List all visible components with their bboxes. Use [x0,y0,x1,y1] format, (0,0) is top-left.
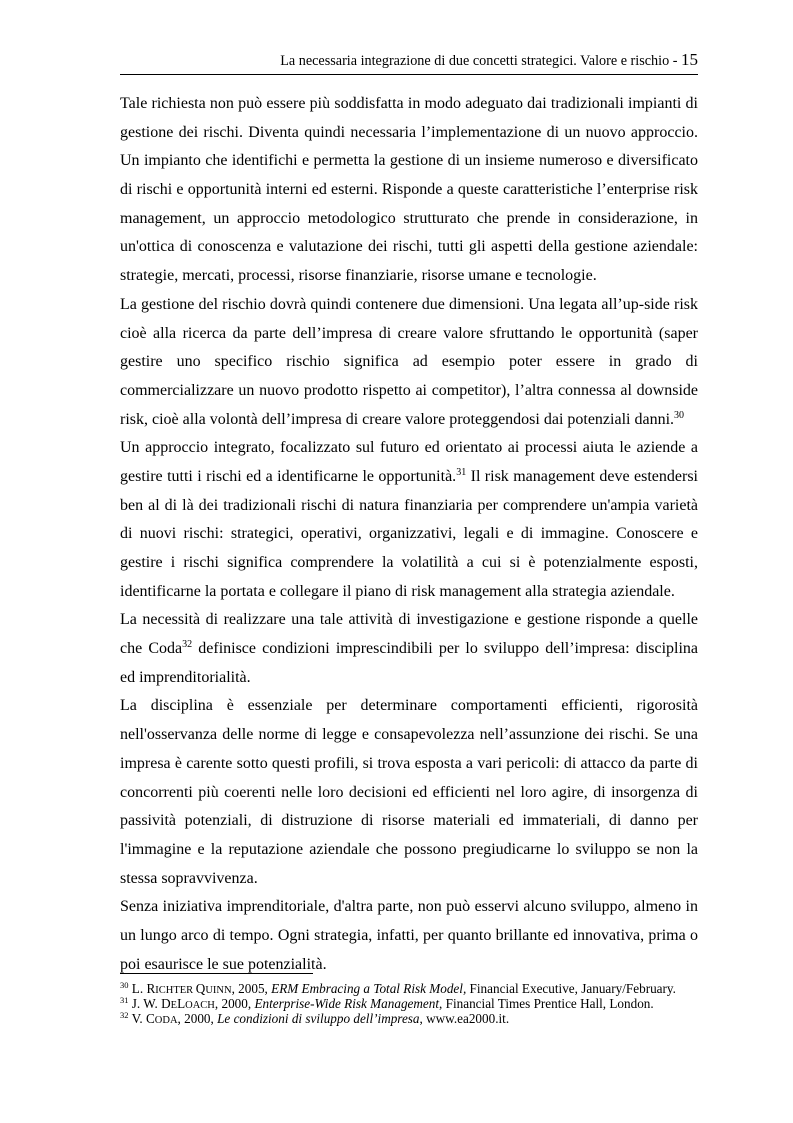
footnote-ref: 32 [182,639,193,651]
text-line: un'ottica di conoscenza e valutazione dei rischi, tutti gli aspetti della gestione aziendale: [120,238,698,256]
text-line [120,635,698,664]
text-span: che Coda [120,640,183,658]
footnote-separator [120,973,313,974]
footnote [120,996,720,1011]
text-span: Il risk management deve estendersi [466,467,698,485]
text-line: Un approccio integrato, focalizzato sul futuro ed orientato ai processi aiuta le aziende a [120,439,698,457]
text-line [120,463,698,492]
text-span: gestire tutti i rischi ed a identificarne le opportunità. [120,467,457,485]
text-span: definisce condizioni imprescindibili per lo sviluppo dell’impresa: disciplina [192,640,698,658]
text-line: strategie, mercati, processi, risorse finanziarie, risorse umane e tecnologie. [120,267,597,285]
text-line: Senza iniziativa imprenditoriale, d'altra parte, non può esservi alcuno sviluppo, almeno in [120,898,698,916]
text-line: ben al di là dei tradizionali rischi di natura finanziaria per comprendere un'ampia varietà [120,496,698,514]
text-line: stessa sopravvivenza. [120,869,258,887]
text-line: poi esaurisce le sue potenzialità. [120,955,327,973]
text-line: commercializzare un nuovo prodotto rispetto ai competitor), l’altra connessa al downside [120,381,698,399]
text-line: identificarne la portata e collegare il piano di risk management alla strategia aziendale. [120,582,675,600]
footnote-title: Le condizioni di sviluppo dell’impresa [217,1011,420,1026]
footnote-number: 30 [120,980,129,990]
text-line: Tale richiesta non può essere più soddisfatta in modo adeguato dai tradizionali impianti di [120,95,698,112]
footnote-source: , www.ea2000.it. [419,1011,510,1026]
footnote-author: V. CODA [131,1011,178,1026]
footnote-ref: 31 [456,466,467,478]
text-line: gestire uno specifico rischio significa ad esempio poter essere in grado di [120,353,698,371]
text-line [120,406,698,435]
text-line: La gestione del rischio dovrà quindi contenere due dimensioni. Una legata all’up-side risk [120,295,698,313]
text-line: Un impianto che identifichi e permetta la gestione di un insieme numeroso e diversificato [120,152,698,170]
footnote-year: , 2005, [231,981,272,996]
text-line: impresa è carente sotto questi profili, si trova esposta a vari pericoli: di attacco da parte di [120,754,698,772]
footnote-year: , 2000, [214,996,255,1011]
footnote-ref: 30 [674,409,685,421]
text-line: La disciplina è essenziale per determinare comportamenti efficienti, rigorosità [120,697,698,715]
text-line: un lungo arco di tempo. Ogni strategia, infatti, per quanto brillante ed innovativa, prima o [120,926,698,944]
text-line: gestire i rischi significa comprendere la volatilità a cui si è potenzialmente esposti, [120,554,698,571]
text-line: La necessità di realizzare una tale attività di investigazione e gestione risponde a quelle [120,611,698,629]
text-span: risk, cioè alla volontà dell’impresa di creare valore proteggendosi dai potenziali danni. [120,410,675,428]
footnote-year: , 2000, [177,1011,218,1026]
text-line: passività potenziali, di distruzione di risorse materiali ed immateriali, di danno per [120,812,698,830]
footnote-source: Financial Executive, January/February. [466,981,676,996]
footnotes [120,981,720,1026]
header-title: La necessaria integrazione di due concetti strategici. Valore e rischio - [280,53,681,69]
text-line: nell'osservanza delle norme di legge e consapevolezza nell’assunzione dei rischi. Se una [120,726,698,744]
body-text [120,90,698,979]
footnote-source: , Financial Times Prentice Hall, London. [439,996,654,1011]
footnote [120,981,720,996]
text-line: di nuovi rischi: strategici, operativi, organizzativi, legali e di immagine. Conoscere e [120,525,698,543]
page-number: 15 [681,50,698,69]
footnote-number: 32 [120,1010,129,1020]
text-line: management, un approccio metodologico strutturato che prende in considerazione, in [120,209,698,227]
text-line: cioè alla ricerca da parte dell’impresa di creare valore sfruttando le opportunità (saper [120,324,698,342]
running-header [120,50,698,75]
text-line: di rischi e opportunità interni ed esterni. Risponde a queste caratteristiche l’enterprise risk [120,181,698,199]
text-line: gestione dei rischi. Diventa quindi necessaria l’implementazione di un nuovo approccio. [120,123,698,141]
footnote-title: ERM Embracing a Total Risk Model, [271,981,467,996]
footnote-author: J. W. DELOACH [131,996,215,1011]
footnote-title: Enterprise-Wide Risk Management [254,996,440,1011]
footnote [120,1011,720,1026]
footnote-number: 31 [120,995,129,1005]
text-line: ed imprenditorialità. [120,668,251,686]
footnote-author: L. RICHTER QUINN [131,981,232,996]
text-line: concorrenti più coerenti nelle loro decisioni ed efficienti nel loro agire, di insorgenza di [120,783,698,801]
text-line: l'immagine e la reputazione aziendale che possono pregiudicarne lo sviluppo se non la [120,840,698,858]
